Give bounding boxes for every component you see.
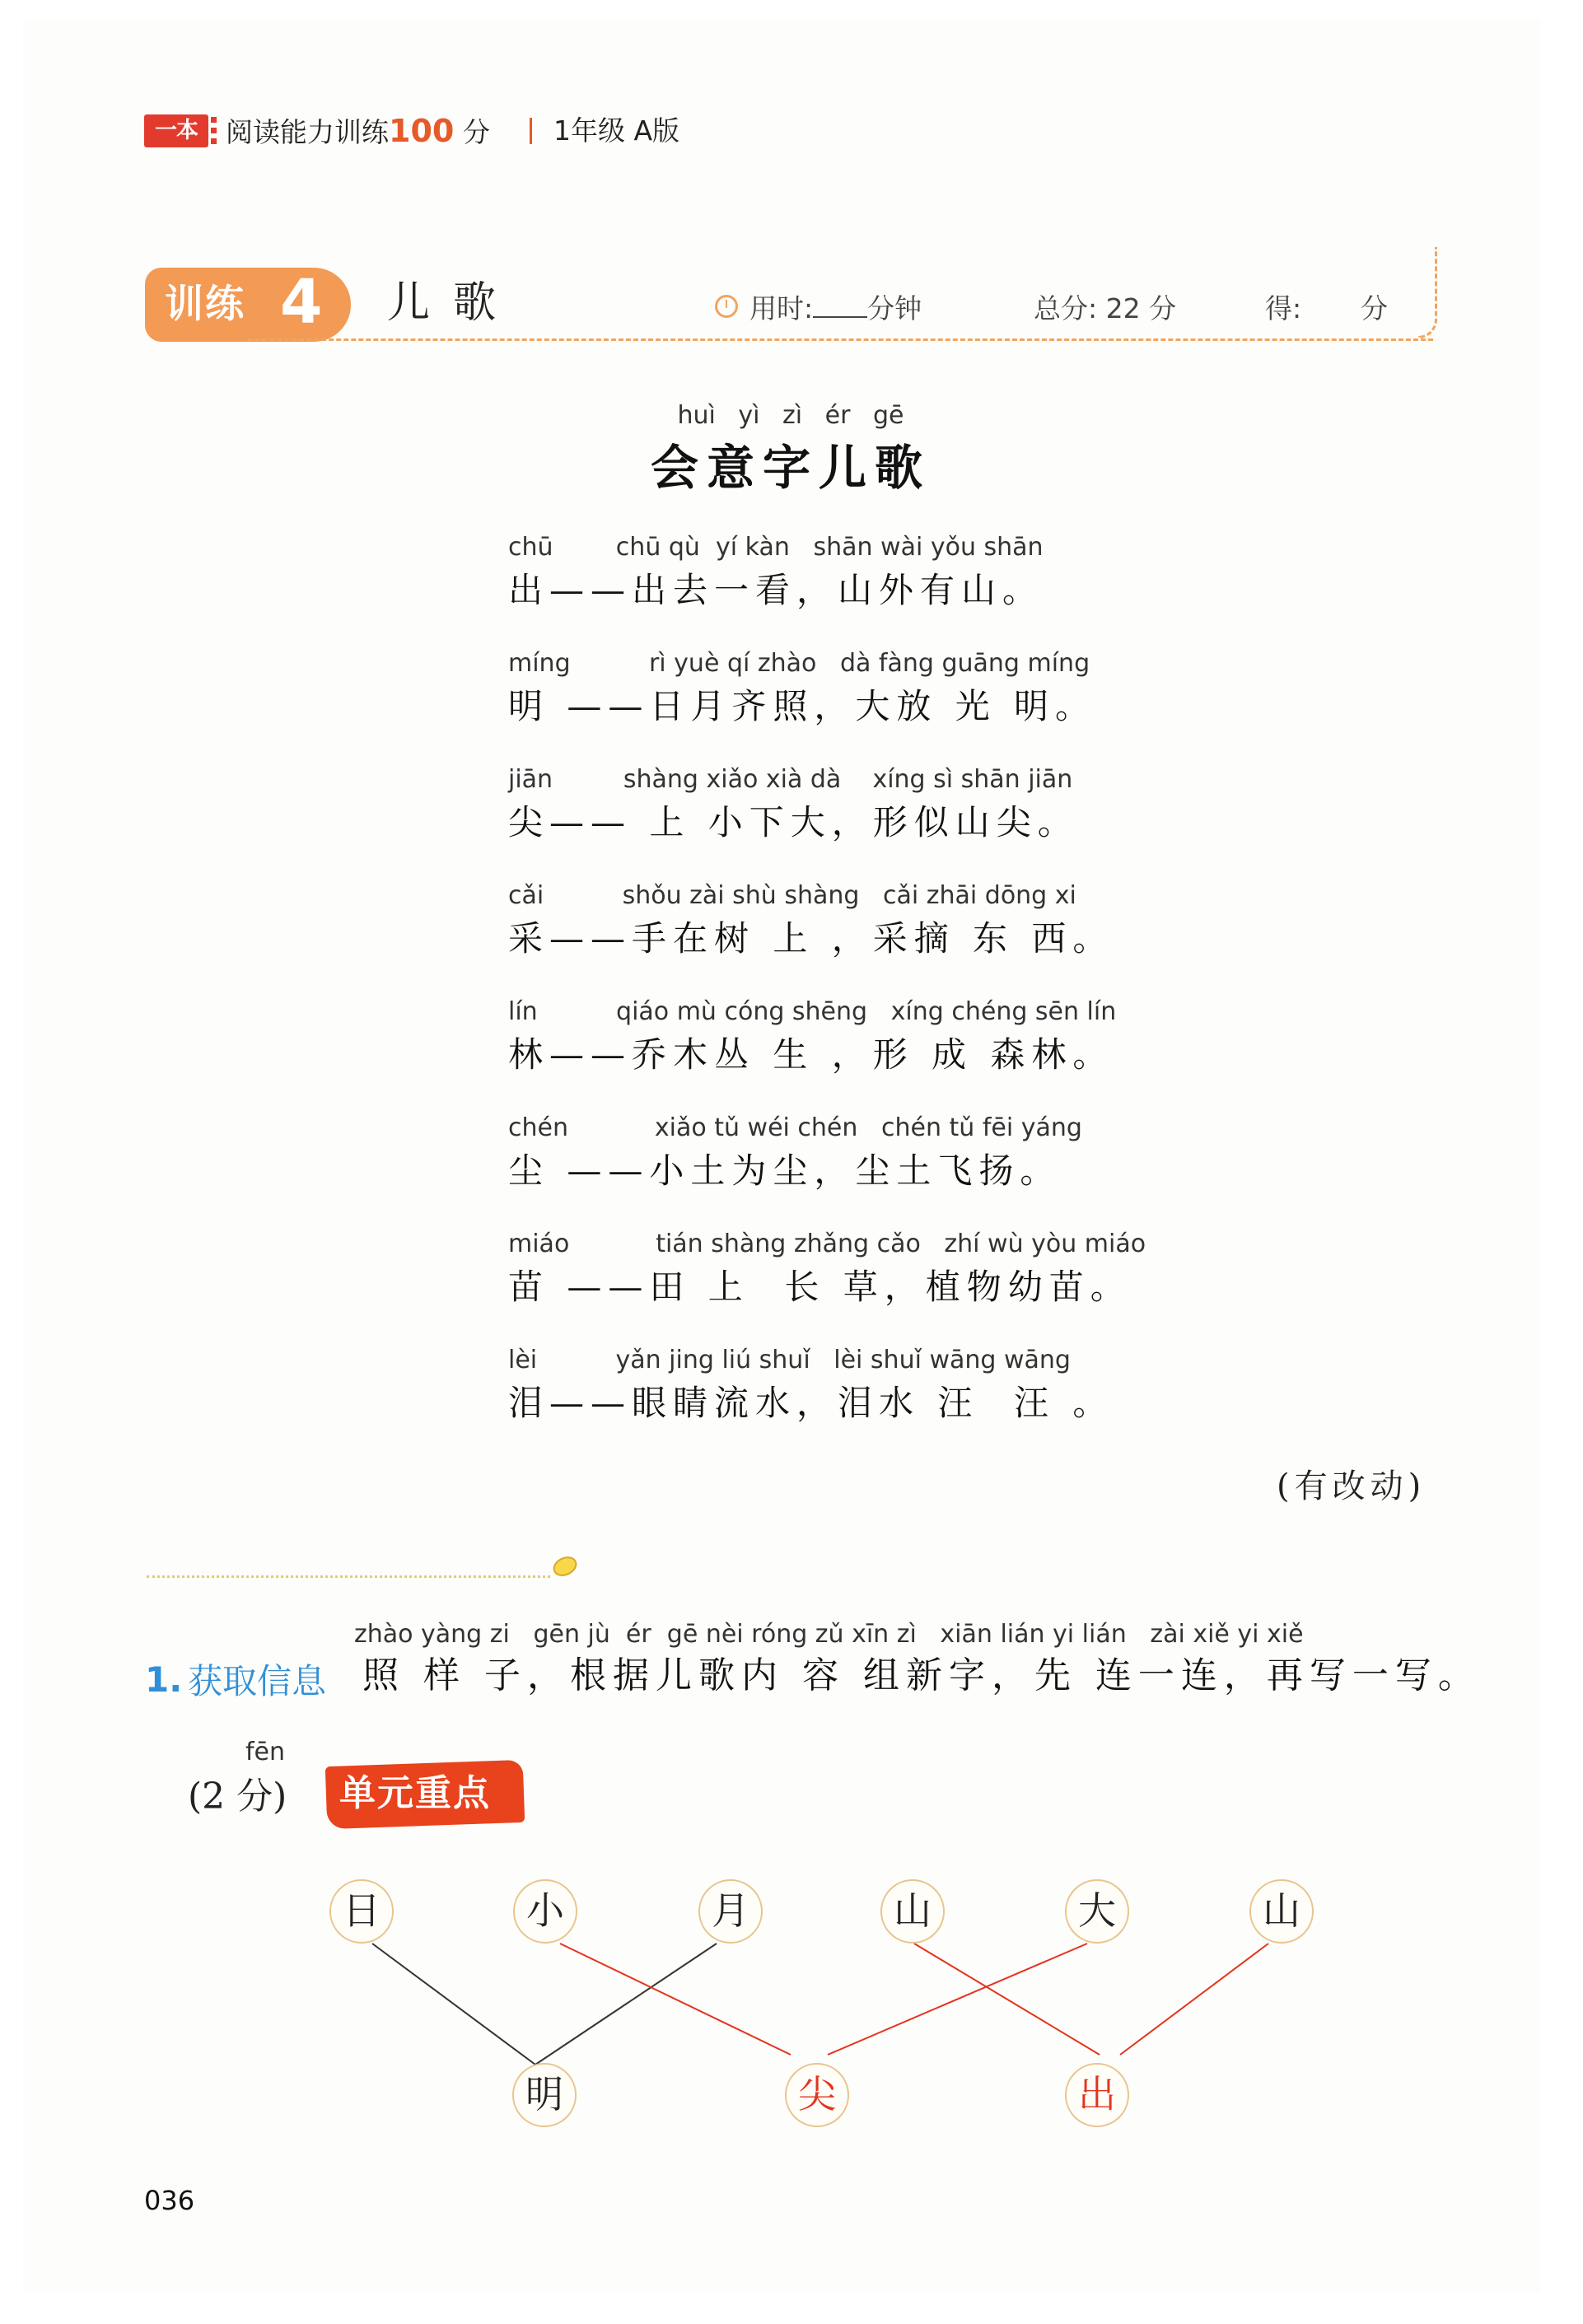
result-circle[interactable]: 明 [512, 2063, 577, 2127]
result-circle-answer[interactable]: 尖 [785, 2063, 849, 2127]
result-circle-answer[interactable]: 出 [1065, 2063, 1129, 2127]
book-title-suffix: 分 [462, 116, 490, 148]
poem-line-pinyin: lèi yǎn jing liú shuǐ lèi shuǐ wāng wāng [508, 1346, 1071, 1374]
book-title-prefix: 阅读能力训练 [226, 116, 389, 148]
example-line [372, 1944, 535, 2065]
question-pinyin: zhào yàng zi gēn jù ér gē nèi róng zǔ xīn zì xiān lián yi lián zài xiě yi xiě [354, 1620, 1304, 1649]
time-label: 用时: [749, 292, 814, 324]
unit-focus-label: 单元重点 [339, 1772, 491, 1814]
question-tag: 获取信息 [188, 1661, 327, 1701]
total-score: 总分: 22 分 [1034, 292, 1177, 324]
poem-line-text: 尘 ——小土为尘，尘土飞扬。 [508, 1150, 1062, 1191]
char-circle[interactable]: 小 [513, 1879, 577, 1944]
score-unit: 分 [1361, 292, 1388, 324]
answer-line[interactable] [1120, 1944, 1268, 2055]
poem-line-text: 出——出去一看，山外有山。 [508, 570, 1044, 610]
training-number: 4 [280, 267, 323, 338]
poem-line-pinyin: cǎi shǒu zài shù shàng cǎi zhāi dōng xi [508, 881, 1076, 910]
char-circle[interactable]: 山 [1249, 1879, 1314, 1944]
char-circle[interactable]: 日 [329, 1879, 394, 1944]
score-pinyin: fēn [245, 1738, 286, 1766]
poem-line-pinyin: chū chū qù yí kàn shān wài yǒu shān [508, 533, 1044, 562]
page-number: 036 [144, 2185, 195, 2216]
answer-line[interactable] [560, 1944, 791, 2055]
poem-line-pinyin: lín qiáo mù cóng shēng xíng chéng sēn lín [508, 997, 1117, 1026]
poem-line-pinyin: míng rì yuè qí zhào dà fàng guāng míng [508, 649, 1090, 678]
question-score: (2 分) [188, 1776, 287, 1818]
poem-line-text: 明 ——日月齐照，大放 光 明。 [508, 686, 1097, 726]
poem-line-text: 林——乔木丛 生 ，形 成 森林。 [508, 1034, 1114, 1075]
poem-line-pinyin: miáo tián shàng zhǎng cǎo zhí wù yòu miáo [508, 1230, 1146, 1258]
example-line [535, 1944, 717, 2065]
poem-line-text: 苗 ——田 上 长 草，植物幼苗。 [508, 1267, 1132, 1307]
poem-title: 会意字儿歌 [650, 440, 931, 496]
poem-line-pinyin: chén xiǎo tǔ wéi chén chén tǔ fēi yáng [508, 1113, 1082, 1142]
char-circle[interactable]: 山 [880, 1879, 945, 1944]
answer-line[interactable] [914, 1944, 1100, 2055]
score-label: 得: [1265, 292, 1302, 324]
question-text: 照 样 子，根据儿歌内 容 组新字，先 连一连，再写一写。 [362, 1654, 1481, 1696]
char-circle[interactable]: 月 [698, 1879, 763, 1944]
time-unit: 分钟 [867, 292, 922, 324]
answer-line[interactable] [828, 1944, 1087, 2055]
book-grade: 1年级 A版 [553, 114, 680, 147]
poem-line-text: 泪——眼睛流水，泪水 汪 汪 。 [508, 1383, 1114, 1423]
poem-line-pinyin: jiān shàng xiǎo xià dà xíng sì shān jiān [508, 765, 1073, 794]
section-name: 儿歌 [387, 278, 520, 328]
char-circle[interactable]: 大 [1065, 1879, 1129, 1944]
poem-title-pinyin: huì yì zì ér gē [677, 401, 904, 430]
question-number: 1. [145, 1659, 183, 1700]
book-title-hundred: 100 [389, 113, 455, 149]
training-label: 训练 [165, 282, 245, 327]
brand-logo: 一本 [144, 114, 208, 147]
poem-line-text: 采——手在树 上 ，采摘 东 西。 [508, 918, 1114, 959]
source-note: (有改动) [1277, 1468, 1427, 1505]
poem-line-text: 尖—— 上 小下大，形似山尖。 [508, 802, 1079, 842]
